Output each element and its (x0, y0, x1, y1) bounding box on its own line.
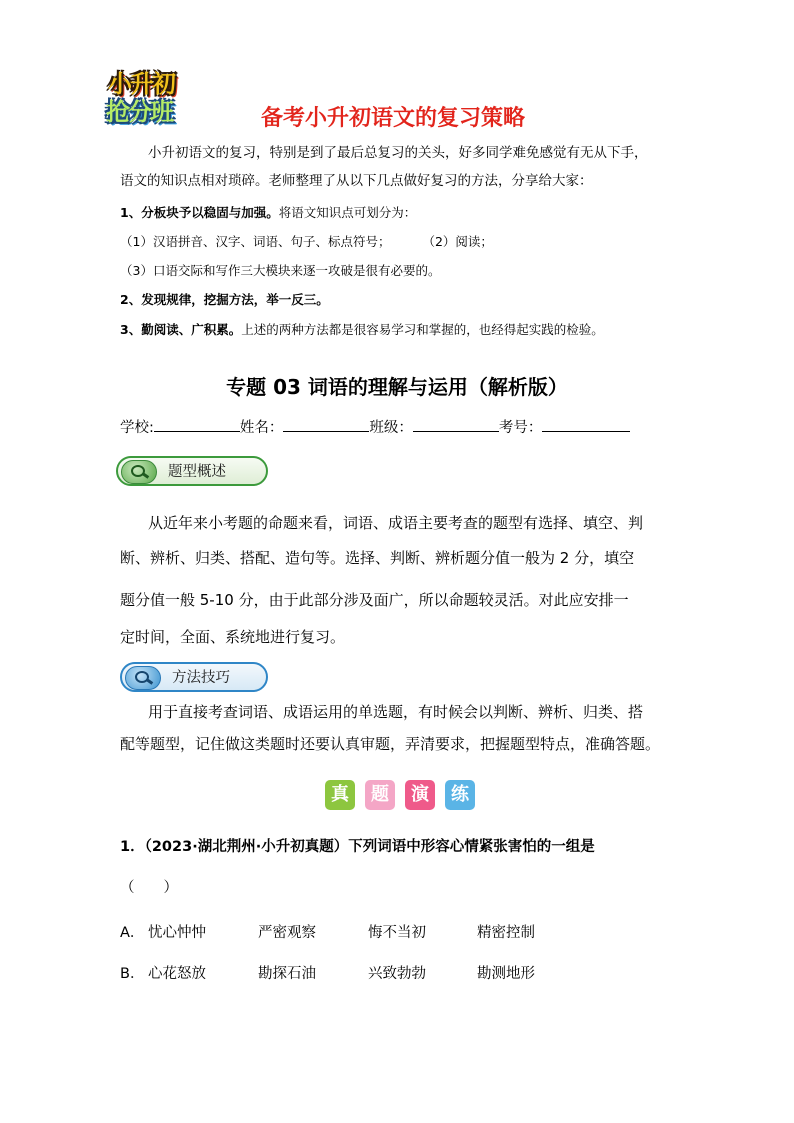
strategy-1-text: 将语文知识点可划分为： (278, 205, 417, 220)
strategy-1 (120, 203, 416, 223)
name-field[interactable] (283, 415, 369, 432)
logo-line-1: 小升初 (108, 70, 174, 98)
exam-number-label: 考号： (498, 420, 543, 436)
class-field[interactable] (413, 415, 499, 432)
intro-paragraph-2: 语文的知识点相对琐碎。老师整理了从以下几点做好复习的方法，分享给大家： (120, 173, 593, 189)
section-badge-methods (120, 662, 268, 692)
class-label: 班级： (369, 420, 413, 436)
practice-tile-4: 练 (445, 780, 475, 810)
option-a-word-2: 严密观察 (258, 925, 316, 941)
option-b-letter: B． (120, 966, 145, 982)
practice-tile-1: 真 (325, 780, 355, 810)
intro-paragraph-1: 小升初语文的复习，特别是到了最后总复习的关头，好多同学难免感觉有无从下手， (148, 145, 648, 161)
strategy-1-item-1: （1）汉语拼音、汉字、词语、句子、标点符号； (120, 234, 391, 249)
answer-parentheses: （ ） (120, 880, 178, 896)
school-field[interactable] (154, 415, 240, 432)
practice-tile-3: 演 (405, 780, 435, 810)
option-a-word-4: 精密控制 (477, 925, 535, 941)
strategy-3 (120, 320, 604, 340)
overview-line-1: 从近年来小考题的命题来看，词语、成语主要考查的题型有选择、填空、判 (148, 514, 644, 532)
section-badge-overview-label: 题型概述 (168, 464, 226, 480)
strategy-2: 2、发现规律，挖掘方法，举一反三。 (120, 292, 329, 307)
question-stem: 1．（2023·湖北荆州·小升初真题）下列词语中形容心情紧张害怕的一组是 (120, 839, 595, 855)
section-badge-overview (116, 456, 268, 486)
strategy-1-item-2: （2）阅读； (422, 234, 493, 249)
logo-line-2: 抢分班 (106, 98, 172, 126)
name-label: 姓名： (239, 420, 284, 436)
option-b-word-2: 勘探石油 (258, 966, 316, 982)
strategy-3-text: 上述的两种方法都是很容易学习和掌握的，也经得起实践的检验。 (241, 322, 604, 337)
option-b-word-3: 兴致勃勃 (368, 966, 426, 982)
strategy-1-item-3: （3）口语交际和写作三大模块来逐一攻破是很有必要的。 (120, 263, 441, 278)
school-label: 学校: (120, 420, 154, 436)
overview-line-3: 题分值一般 5-10 分，由于此部分涉及面广，所以命题较灵活。对此应安排一 (120, 591, 629, 609)
exam-number-field[interactable] (542, 415, 630, 432)
strategy-1-items (120, 232, 493, 252)
overview-line-2: 断、辨析、归类、搭配、造句等。选择、判断、辨析题分值一般为 2 分，填空 (120, 549, 635, 567)
option-b-word-4: 勘测地形 (477, 966, 535, 982)
methods-line-2: 配等题型，记住做这类题时还要认真审题，弄清要求，把握题型特点，准确答题。 (120, 735, 661, 753)
topic-title: 专题 03 词语的理解与运用（解析版） (226, 375, 568, 399)
magnifier-icon (121, 460, 157, 484)
overview-line-4: 定时间，全面、系统地进行复习。 (120, 628, 346, 646)
methods-line-1: 用于直接考查词语、成语运用的单选题，有时候会以判断、辨析、归类、搭 (148, 703, 644, 721)
option-a-word-1: 忧心忡忡 (148, 925, 206, 941)
practice-tile-2: 题 (365, 780, 395, 810)
option-a-letter: A． (120, 925, 145, 941)
option-b-word-1: 心花怒放 (148, 966, 206, 982)
strategy-3-heading: 3、勤阅读、广积累。 (120, 322, 242, 337)
page-title: 备考小升初语文的复习策略 (260, 106, 525, 131)
student-info-row (120, 415, 630, 439)
strategy-1-heading: 1、分板块予以稳固与加强。 (120, 205, 279, 220)
option-a-word-3: 悔不当初 (368, 925, 426, 941)
section-badge-methods-label: 方法技巧 (172, 670, 230, 686)
magnifier-icon (125, 666, 161, 690)
